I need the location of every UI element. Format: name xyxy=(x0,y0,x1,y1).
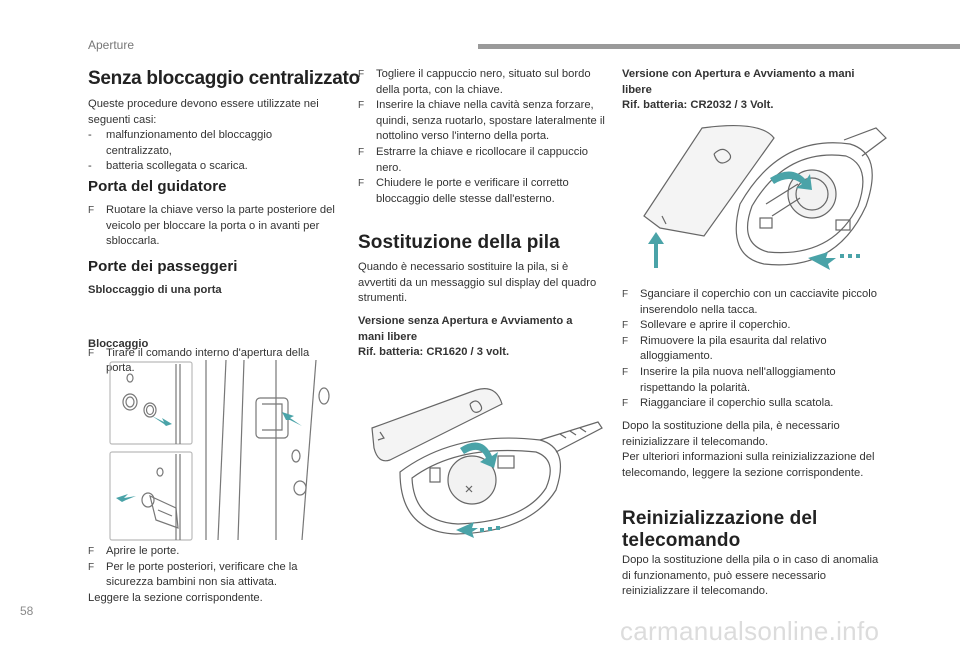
cover-step: F Rimuovere la pila esaurita dal relativo alloggiamento. xyxy=(622,334,878,365)
page-number: 58 xyxy=(20,604,34,618)
reinit-text: Dopo la sostituzione della pila o in caso di anomalia di funzionamento, può essere necessario reinizializzare il telecomando. xyxy=(622,554,879,598)
case-item: - malfunzionamento del bloccaggio centralizzato, xyxy=(88,129,273,157)
after-step: F Aprire le porte. xyxy=(88,544,338,560)
col3-steps xyxy=(622,287,878,412)
title-senza-bloccaggio: Senza bloccaggio centralizzato xyxy=(88,68,360,89)
unlock-title: Sbloccaggio di una porta xyxy=(88,284,222,296)
cap-step: F Togliere il cappuccio nero, situato sul bordo della porta, con la chiave. xyxy=(358,67,610,98)
key-fob-cr2032-illustration xyxy=(640,124,888,276)
after-step: F Per le porte posteriori, verificare che la sicurezza bambini non sia attivata. xyxy=(88,560,338,591)
cover-step: F Sganciare il coperchio con un cacciavite piccolo inserendolo nella tacca. xyxy=(622,287,878,318)
battery-intro: Quando è necessario sostituire la pila, si è avvertiti da un messaggio sul display del quadro strumenti. xyxy=(358,261,597,305)
door-lock-illustration xyxy=(106,360,342,542)
col1-intro-block xyxy=(88,97,340,175)
version-title: Versione senza Apertura e Avviamento a mani libere xyxy=(358,315,573,343)
battery-ref: Rif. batteria: CR2032 / 3 Volt. xyxy=(622,99,774,112)
cap-step: F Chiudere le porte e verificare il corretto bloccaggio delle stesse dall'esterno. xyxy=(358,176,610,207)
after-steps-block xyxy=(88,544,338,606)
case-item: - batteria scollegata o scarica. xyxy=(88,160,248,173)
intro-text: Queste procedure devono essere utilizzate nei seguenti casi: xyxy=(88,98,319,126)
lock-title: Bloccaggio xyxy=(88,338,149,350)
title-sostituzione-pila: Sostituzione della pila xyxy=(358,232,560,253)
version-without-handsfree xyxy=(358,314,594,361)
title-reinizializzazione: Reinizializzazione del telecomando xyxy=(622,508,818,551)
key-fob-cr1620-illustration xyxy=(360,382,616,546)
after-text-1: Dopo la sostituzione della pila, è necessario reinizializzare il telecomando. xyxy=(622,420,840,448)
section-header: Aperture xyxy=(88,38,135,52)
after-text-2: Per ulteriori informazioni sulla reinizializzazione del telecomando, leggere la sezione corrispondente. xyxy=(622,451,875,479)
watermark: carmanualsonline.info xyxy=(620,616,880,646)
col3-after-text xyxy=(622,419,880,481)
cover-step: F Sollevare e aprire il coperchio. xyxy=(622,318,878,334)
cap-step: F Estrarre la chiave e ricollocare il cappuccio nero. xyxy=(358,145,610,176)
cover-step: F Inserire la pila nuova nell'alloggiamento rispettando la polarità. xyxy=(622,365,878,396)
read-section-text: Leggere la sezione corrispondente. xyxy=(88,591,263,604)
version-with-handsfree xyxy=(622,67,880,114)
case-text: batteria scollegata o scarica. xyxy=(106,160,248,173)
driver-step: F Ruotare la chiave verso la parte posteriore del veicolo per bloccare la porta o in avanti per sbloccarla. xyxy=(88,203,340,250)
col2-steps xyxy=(358,67,610,207)
title-porta-guidatore: Porta del guidatore xyxy=(88,178,227,195)
cap-step: F Inserire la chiave nella cavità senza forzare, quindi, senza ruotarlo, spostare lateralmente il nottolino verso l'interno della porta. xyxy=(358,98,610,145)
cover-step: F Riagganciare il coperchio sulla scatola. xyxy=(622,396,878,412)
case-text: malfunzionamento del bloccaggio centralizzato, xyxy=(106,129,273,157)
version-title: Versione con Apertura e Avviamento a mani libere xyxy=(622,68,855,96)
header-bar xyxy=(478,44,960,49)
battery-ref: Rif. batteria: CR1620 / 3 volt. xyxy=(358,346,510,359)
title-porte-passeggeri: Porte dei passeggeri xyxy=(88,258,238,275)
unlock-step: F Tirare il comando interno d'apertura della porta. xyxy=(88,346,340,377)
